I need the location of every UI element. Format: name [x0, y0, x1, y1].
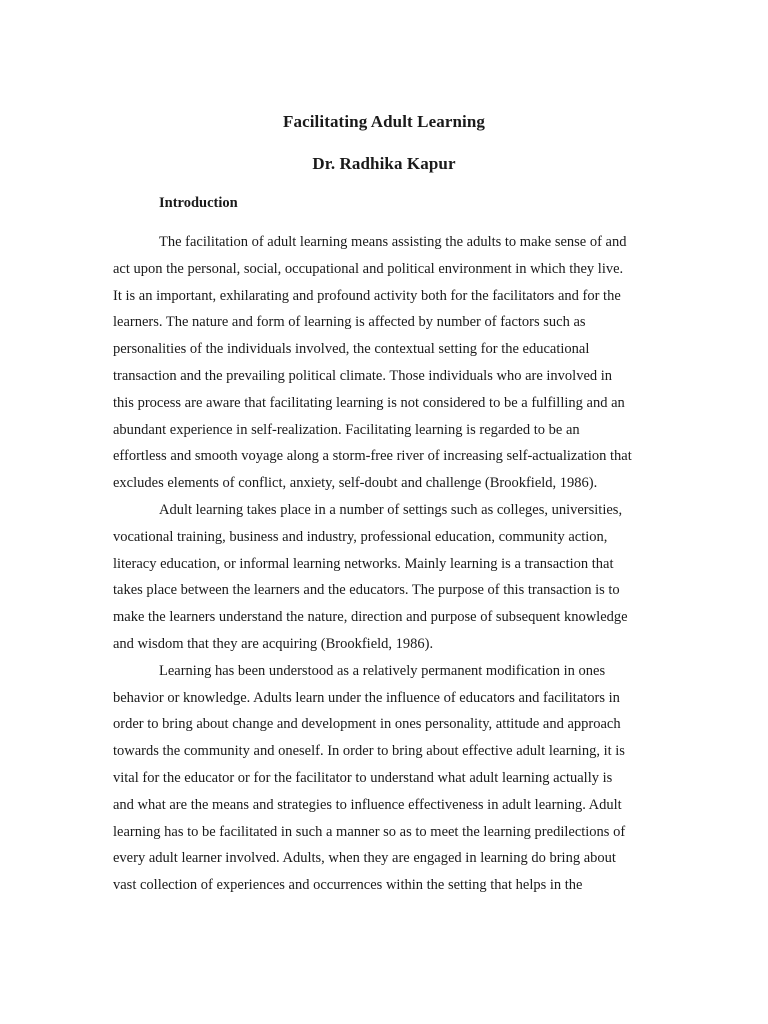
body-text-line: vocational training, business and industry, professional education, community action,: [113, 528, 608, 545]
body-text-line: personalities of the individuals involved, the contextual setting for the educational: [113, 341, 590, 358]
body-text-line: act upon the personal, social, occupational and political environment in which they live.: [113, 260, 624, 277]
body-text-line: takes place between the learners and the educators. The purpose of this transaction is to: [113, 582, 620, 599]
body-text: [113, 229, 658, 899]
body-text-line: literacy education, or informal learning networks. Mainly learning is a transaction that: [113, 555, 614, 572]
body-text-line: and wisdom that they are acquiring (Brookfield, 1986).: [113, 635, 434, 652]
body-text-line: every adult learner involved. Adults, when they are engaged in learning do bring about: [113, 850, 616, 867]
body-text-line: behavior or knowledge. Adults learn under the influence of educators and facilitators in: [113, 689, 620, 706]
body-text-line: vital for the educator or for the facilitator to understand what adult learning actually is: [113, 769, 613, 786]
body-text-line: order to bring about change and development in ones personality, attitude and approach: [113, 716, 621, 733]
body-text-line: learning has to be facilitated in such a manner so as to meet the learning predilections of: [113, 823, 626, 840]
body-text-line: vast collection of experiences and occurrences within the setting that helps in the: [113, 877, 583, 894]
body-text-line: towards the community and oneself. In order to bring about effective adult learning, it is: [113, 743, 625, 760]
body-text-line: The facilitation of adult learning means assisting the adults to make sense of and: [159, 234, 627, 250]
body-text-line: effortless and smooth voyage along a storm-free river of increasing self-actualization that: [113, 448, 632, 465]
section-heading: Introduction: [159, 195, 238, 211]
body-text-line: excludes elements of conflict, anxiety, self-doubt and challenge (Brookfield, 1986).: [113, 475, 598, 492]
body-text-line: Adult learning takes place in a number of settings such as colleges, universities,: [159, 501, 623, 518]
body-text-line: learners. The nature and form of learning is affected by number of factors such as: [113, 314, 586, 331]
body-text-line: this process are aware that facilitating learning is not considered to be a fulfilling and an: [113, 394, 625, 411]
document-title: Facilitating Adult Learning: [283, 112, 485, 131]
body-text-line: make the learners understand the nature, direction and purpose of subsequent knowledge: [113, 609, 628, 626]
body-text-line: abundant experience in self-realization. Facilitating learning is regarded to be an: [113, 421, 580, 438]
document-author: Dr. Radhika Kapur: [312, 154, 456, 173]
body-text-line: transaction and the prevailing political climate. Those individuals who are involved in: [113, 367, 613, 384]
body-text-line: and what are the means and strategies to influence effectiveness in adult learning. Adult: [113, 796, 622, 813]
body-text-line: It is an important, exhilarating and profound activity both for the facilitators and for the: [113, 287, 621, 304]
body-text-line: Learning has been understood as a relatively permanent modification in ones: [159, 662, 606, 679]
